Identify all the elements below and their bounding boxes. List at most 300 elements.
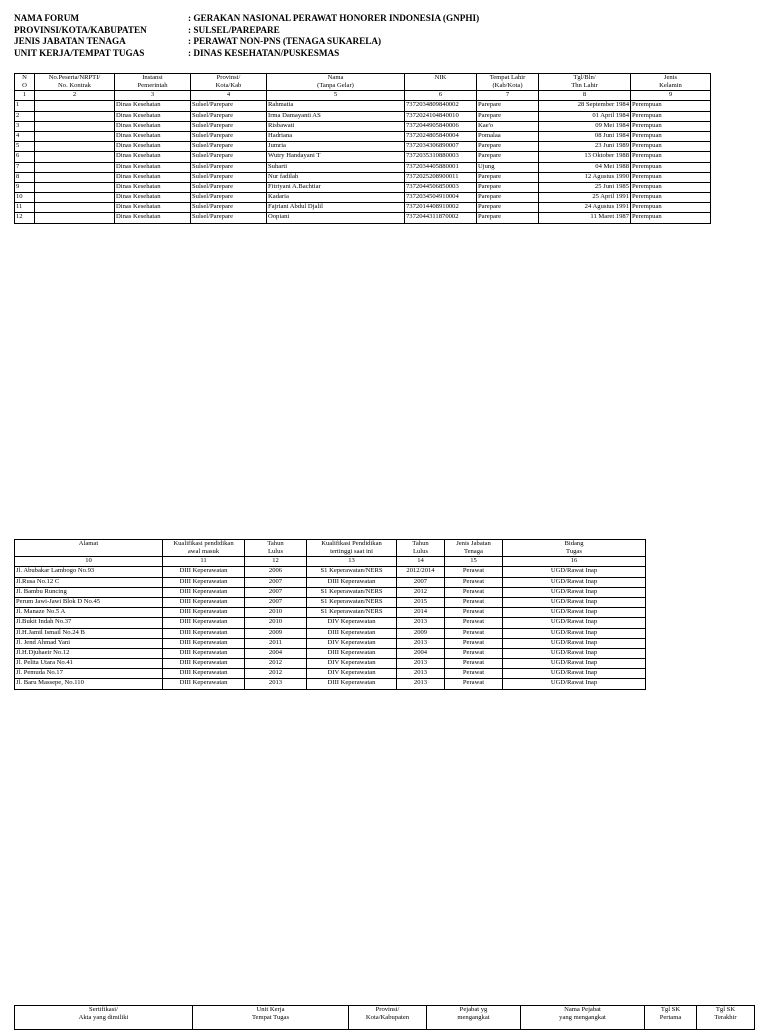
column-header-line2: (Kab/Kota) [492,82,523,90]
column-header-line2: Tempat Tugas [251,1014,290,1022]
column-header-line2: mengangkat [457,1014,490,1022]
table-cell: Ujung [477,162,539,172]
table-cell: Jl. Abubakar Lambogo No.93 [15,567,163,577]
table-cell: Irma Damayanti AS [267,111,405,121]
table-cell [35,131,115,141]
table-cell: 2015 [397,597,445,607]
table-row [15,577,646,587]
column-header-line2: Kota/Kabupaten [365,1014,410,1022]
column-number: 10 [15,557,163,567]
table-cell: Dinas Kesehatan [115,162,191,172]
table-header-row [15,1006,755,1030]
table-cell: DIII Keperawatan [163,608,245,618]
table-cell [35,182,115,192]
table-cell: Jl. Jend Ahmad Yani [15,638,163,648]
table-cell [35,213,115,223]
table-cell: 2009 [245,628,307,638]
table-cell: DIII Keperawatan [307,648,397,658]
table-cell: 1 [15,101,35,111]
table-cell: S1 Keperawatan/NERS [307,608,397,618]
table-cell: 6 [15,152,35,162]
table-cell: Parepare [477,203,539,213]
table-row [15,567,646,577]
table-cell [35,111,115,121]
column-header-line1: No.Peserta/NRPTI/ [48,74,101,81]
table-cell: 08 Juni 1984 [539,131,631,141]
table-cell: 04 Mei 1988 [539,162,631,172]
table-cell: Sulsel/Parepare [191,142,267,152]
table-header-row [15,74,711,91]
header-label: PROVINSI/KOTA/KABUPATEN [14,24,147,35]
table-row [15,162,711,172]
table-cell: S1 Keperawatan/NERS [307,567,397,577]
table-row [15,638,646,648]
header-value: : DINAS KESEHATAN/PUSKESMAS [188,47,340,58]
column-number: 7 [477,91,539,101]
column-header [631,74,711,91]
table-cell: Perawat [445,587,503,597]
table-cell: S1 Keperawatan/NERS [307,587,397,597]
table-cell: Perawat [445,608,503,618]
table-cell: 8 [15,172,35,182]
table-cell: 9 [15,182,35,192]
table-cell: Perempuan [631,203,711,213]
header-value: : GERAKAN NASIONAL PERAWAT HONORER INDONESIA (GNPHI) [188,13,480,23]
table-cell: 2012 [245,669,307,679]
table-cell: 2004 [397,648,445,658]
header-label: UNIT KERJA/TEMPAT TUGAS [14,47,145,58]
table-cell: DIV Keperawatan [307,618,397,628]
table-cell: 2012 [397,587,445,597]
column-header [267,74,405,91]
table-cell: UGD/Rawat Inap [503,669,646,679]
table-cell: Kadaria [267,193,405,203]
column-header [35,74,115,91]
column-header [645,1006,697,1030]
table-cell: 2012/2014 [397,567,445,577]
table-cell: Parepare [477,182,539,192]
table-cell: 2010 [245,608,307,618]
column-number: 6 [405,91,477,101]
column-number: 2 [35,91,115,101]
table-cell: Sulsel/Parepare [191,172,267,182]
table-cell: S1 Keperawatan/NERS [307,597,397,607]
table-header-row [15,540,646,557]
column-header-line1: Alamat [78,540,99,547]
column-header [405,74,477,91]
column-header [503,540,646,557]
table-cell: Perawat [445,659,503,669]
table-cell: Jl.H.Jamil Ismail No.24 B [15,628,163,638]
table-cell: Dinas Kesehatan [115,213,191,223]
table-cell: 2007 [245,577,307,587]
table-cell: Dinas Kesehatan [115,101,191,111]
header-row [14,36,479,48]
column-header-line1: Kualifikasi pendidikan [173,540,234,547]
table-cell: Sulsel/Parepare [191,213,267,223]
table-cell: UGD/Rawat Inap [503,618,646,628]
table-cell: Parepare [477,142,539,152]
table-cell [35,193,115,203]
table-cell: Fajriani Abdul Djalil [267,203,405,213]
column-header [15,1006,193,1030]
table-cell: Perempuan [631,182,711,192]
column-header-line2: Tugas [566,548,582,556]
table-cell: Parepare [477,111,539,121]
column-number: 5 [267,91,405,101]
column-header-line2: awal masuk [187,548,220,556]
table-row [15,193,711,203]
table-cell: Perempuan [631,152,711,162]
table-cell: Dinas Kesehatan [115,193,191,203]
column-header [349,1006,427,1030]
table-row [15,203,711,213]
column-header-line1: Pejabat yg [459,1006,488,1013]
table-cell: UGD/Rawat Inap [503,608,646,618]
table-cell: Jl. Baru Massepe, No.110 [15,679,163,689]
table-cell: Perempuan [631,162,711,172]
column-header-line2: (Tanpa Gelar) [317,82,354,90]
table-cell: Fitriyani A.Bachtiar [267,182,405,192]
column-header-line2: Lulus [267,548,284,556]
header-row [14,25,479,37]
column-number: 12 [245,557,307,567]
table-cell: UGD/Rawat Inap [503,587,646,597]
column-header [427,1006,521,1030]
table-cell: DIV Keperawatan [307,638,397,648]
table-cell: 2013 [397,618,445,628]
table-cell: Jl. Pelita Utara No.41 [15,659,163,669]
table-cell [35,121,115,131]
table-cell: Sulsel/Parepare [191,101,267,111]
table-cell: Kae'o [477,121,539,131]
table-cell: 5 [15,142,35,152]
table-cell: Sulsel/Parepare [191,121,267,131]
table-cell: 2013 [397,669,445,679]
table-row [15,172,711,182]
table-cell: 09 Mei 1984 [539,121,631,131]
column-header-line1: Nama [327,74,344,81]
column-number: 15 [445,557,503,567]
table-cell: DIII Keperawatan [163,587,245,597]
column-header-line1: Provinsi/ [216,74,241,81]
table-cell: DIII Keperawatan [163,577,245,587]
column-number-row [15,557,646,567]
column-number: 9 [631,91,711,101]
table-cell: Risbawati [267,121,405,131]
table-cell: UGD/Rawat Inap [503,659,646,669]
table-cell: Dinas Kesehatan [115,203,191,213]
table-cell: DIII Keperawatan [163,659,245,669]
table-cell: 2011 [245,638,307,648]
column-header-line1: Unit Kerja [256,1006,285,1013]
table-cell: Perawat [445,618,503,628]
table-cell: UGD/Rawat Inap [503,628,646,638]
column-number: 11 [163,557,245,567]
table-cell: Perempuan [631,193,711,203]
table-cell: Sulsel/Parepare [191,162,267,172]
table-cell: 13 Oktober 1988 [539,152,631,162]
table-cell: 11 [15,203,35,213]
table-cell: DIII Keperawatan [307,628,397,638]
column-header [445,540,503,557]
table-cell [35,101,115,111]
table-cell: Suharti [267,162,405,172]
table-cell: Wutry Handayani T [267,152,405,162]
table-cell: Pomalaa [477,131,539,141]
column-header-line2: yang mengangkat [559,1014,606,1022]
column-header-line2: Pemerintah [137,82,168,90]
table-cell: 2007 [245,587,307,597]
column-number: 16 [503,557,646,567]
table-cell: Perawat [445,648,503,658]
table-row [15,669,646,679]
table-cell: Jl.Rusa No.12 C [15,577,163,587]
column-header [397,540,445,557]
header-value: : PERAWAT NON-PNS (TENAGA SUKARELA) [188,36,382,46]
column-header-line1: Tahun [267,540,284,547]
table-cell: 4 [15,131,35,141]
table-cell: Perempuan [631,213,711,223]
column-number: 3 [115,91,191,101]
table-cell: Parepare [477,101,539,111]
column-header [193,1006,349,1030]
column-header-line2: Thn Lahir [571,82,598,90]
table-cell: Parepare [477,152,539,162]
table-cell: Perempuan [631,142,711,152]
table-cell [35,172,115,182]
table-cell: 2010 [245,618,307,628]
personal-data-table [14,73,711,224]
table-cell: 28 September 1984 [539,101,631,111]
table-row [15,182,711,192]
column-header-line2: Lulus [412,548,429,556]
column-number: 13 [307,557,397,567]
column-number: 4 [191,91,267,101]
table-cell: Perawat [445,577,503,587]
table-row [15,597,646,607]
column-header-line1: Kualifikasi Pendidikan [321,540,382,547]
table-cell: DIV Keperawatan [307,669,397,679]
header-label: JENIS JABATAN TENAGA [14,36,126,46]
column-header [15,540,163,557]
column-header [191,74,267,91]
column-header-line1: NIK [434,74,447,81]
table-row [15,679,646,689]
table-row [15,618,646,628]
table-cell: 25 April 1991 [539,193,631,203]
table-row [15,101,711,111]
table-cell: DIII Keperawatan [163,638,245,648]
table-cell: UGD/Rawat Inap [503,577,646,587]
table-cell: Parepare [477,193,539,203]
column-header-line1: Sertifikasi/ [89,1006,118,1013]
table-cell: 10 [15,193,35,203]
table-cell: DIII Keperawatan [163,669,245,679]
table-cell: DIII Keperawatan [163,597,245,607]
table-cell: Perempuan [631,101,711,111]
appointment-table [14,1005,755,1030]
column-header-line2: No. Kontrak [58,82,91,90]
table-cell: Rahmatia [267,101,405,111]
column-number: 1 [15,91,35,101]
table-cell [35,203,115,213]
table-cell: 7372044506850003 [405,182,477,192]
column-header-line1: Tempat Lahir [489,74,526,81]
table-cell: Perawat [445,597,503,607]
table-cell: Perawat [445,669,503,679]
header-value: : SULSEL/PAREPARE [188,24,280,35]
column-header-line2: Tenaga [464,548,483,556]
table-cell: 2006 [245,567,307,577]
table-cell: 25 Juni 1985 [539,182,631,192]
table-cell: Perempuan [631,111,711,121]
table-cell: UGD/Rawat Inap [503,567,646,577]
table-cell: 23 Juni 1989 [539,142,631,152]
table-row [15,152,711,162]
table-cell: Jl. Bambu Runcing [15,587,163,597]
header-label: NAMA FORUM [14,13,80,23]
table-cell: Nur fadilah [267,172,405,182]
table-row [15,608,646,618]
column-number: 8 [539,91,631,101]
table-cell: 2012 [245,659,307,669]
table-cell [35,152,115,162]
table-cell: 2007 [245,597,307,607]
table-row [15,648,646,658]
table-row [15,659,646,669]
table-row [15,121,711,131]
column-header-line1: Provinsi/ [375,1006,400,1013]
table-cell: 2 [15,111,35,121]
table-cell: 7372014408910002 [405,203,477,213]
header-row [14,13,479,25]
table-cell: Sulsel/Parepare [191,182,267,192]
table-cell: 2014 [397,608,445,618]
table-cell: UGD/Rawat Inap [503,638,646,648]
column-header-line1: Tgl/Bln/ [573,74,596,81]
table-cell: Perum Jawi-Jawi Blok D No.45 [15,597,163,607]
table-row [15,131,711,141]
table-cell: DIII Keperawatan [307,679,397,689]
column-header [697,1006,755,1030]
column-header [163,540,245,557]
table-cell: 2013 [397,679,445,689]
table-cell: Parepare [477,213,539,223]
column-header [477,74,539,91]
column-header-line1: Jenis [663,74,678,81]
table-cell: 7372034504910004 [405,193,477,203]
table-cell: 3 [15,121,35,131]
table-cell: Sulsel/Parepare [191,203,267,213]
table-cell: Parepare [477,172,539,182]
table-cell: Jl. Manaze No.5 A [15,608,163,618]
column-header [521,1006,645,1030]
table-cell: Oopiani [267,213,405,223]
table-cell: 7372044905840006 [405,121,477,131]
table-cell: Perempuan [631,172,711,182]
column-number-row [15,91,711,101]
column-header-line2: Pertama [659,1014,682,1022]
table-cell: Jumria [267,142,405,152]
table-cell: DIII Keperawatan [163,679,245,689]
table-cell: 2007 [397,577,445,587]
column-header-line2: O [22,82,27,90]
table-row [15,213,711,223]
table-cell: Jl. Pemuda No.17 [15,669,163,679]
table-row [15,628,646,638]
table-cell: Dinas Kesehatan [115,182,191,192]
education-table [14,539,646,690]
form-header [14,13,479,59]
table-cell: 2013 [397,659,445,669]
table-cell: Sulsel/Parepare [191,111,267,121]
table-cell: 2013 [397,638,445,648]
table-cell: Perawat [445,638,503,648]
table-cell: Dinas Kesehatan [115,142,191,152]
table-cell: 7372034809840002 [405,101,477,111]
table-cell: Perawat [445,679,503,689]
table-cell: 7 [15,162,35,172]
table-cell: 7372025208900011 [405,172,477,182]
table-cell: Dinas Kesehatan [115,111,191,121]
table-cell: Sulsel/Parepare [191,193,267,203]
column-header [245,540,307,557]
table-cell: DIII Keperawatan [163,628,245,638]
table-cell: 2013 [245,679,307,689]
table-cell [35,142,115,152]
table-cell: DIV Keperawatan [307,659,397,669]
table-cell: 2004 [245,648,307,658]
table-cell: Dinas Kesehatan [115,121,191,131]
column-header-line1: Tgl SK [660,1006,681,1013]
table-cell: DIII Keperawatan [163,567,245,577]
table-cell: Perempuan [631,121,711,131]
table-cell: UGD/Rawat Inap [503,648,646,658]
table-cell: 11 Maret 1987 [539,213,631,223]
column-header [115,74,191,91]
table-cell: Perawat [445,628,503,638]
table-cell: DIII Keperawatan [307,577,397,587]
column-header-line1: Tgl SK [715,1006,736,1013]
table-cell: 7372024805840004 [405,131,477,141]
table-row [15,111,711,121]
column-header-line2: Kota/Kab [215,82,242,90]
column-header-line2: tertinggi saat ini [330,548,373,556]
table-cell: Perawat [445,567,503,577]
table-cell: Dinas Kesehatan [115,131,191,141]
table-cell: Dinas Kesehatan [115,152,191,162]
column-header-line1: Tahun [412,540,429,547]
table-cell: 24 Agustus 1991 [539,203,631,213]
column-header-line1: Instansi [142,74,163,81]
table-cell [35,162,115,172]
column-header-line2: Akta yang dimiliki [78,1014,129,1022]
column-number: 14 [397,557,445,567]
header-row [14,48,479,60]
table-cell: 12 [15,213,35,223]
table-row [15,587,646,597]
table-cell: 7372034306890007 [405,142,477,152]
table-cell: 7372024104840010 [405,111,477,121]
column-header-line1: N [22,74,27,81]
table-cell: Sulsel/Parepare [191,131,267,141]
table-cell: 7372035310880003 [405,152,477,162]
table-cell: Jl.H.Djuhaeir No.12 [15,648,163,658]
column-header [539,74,631,91]
table-cell: 7372044311870002 [405,213,477,223]
column-header [15,74,35,91]
